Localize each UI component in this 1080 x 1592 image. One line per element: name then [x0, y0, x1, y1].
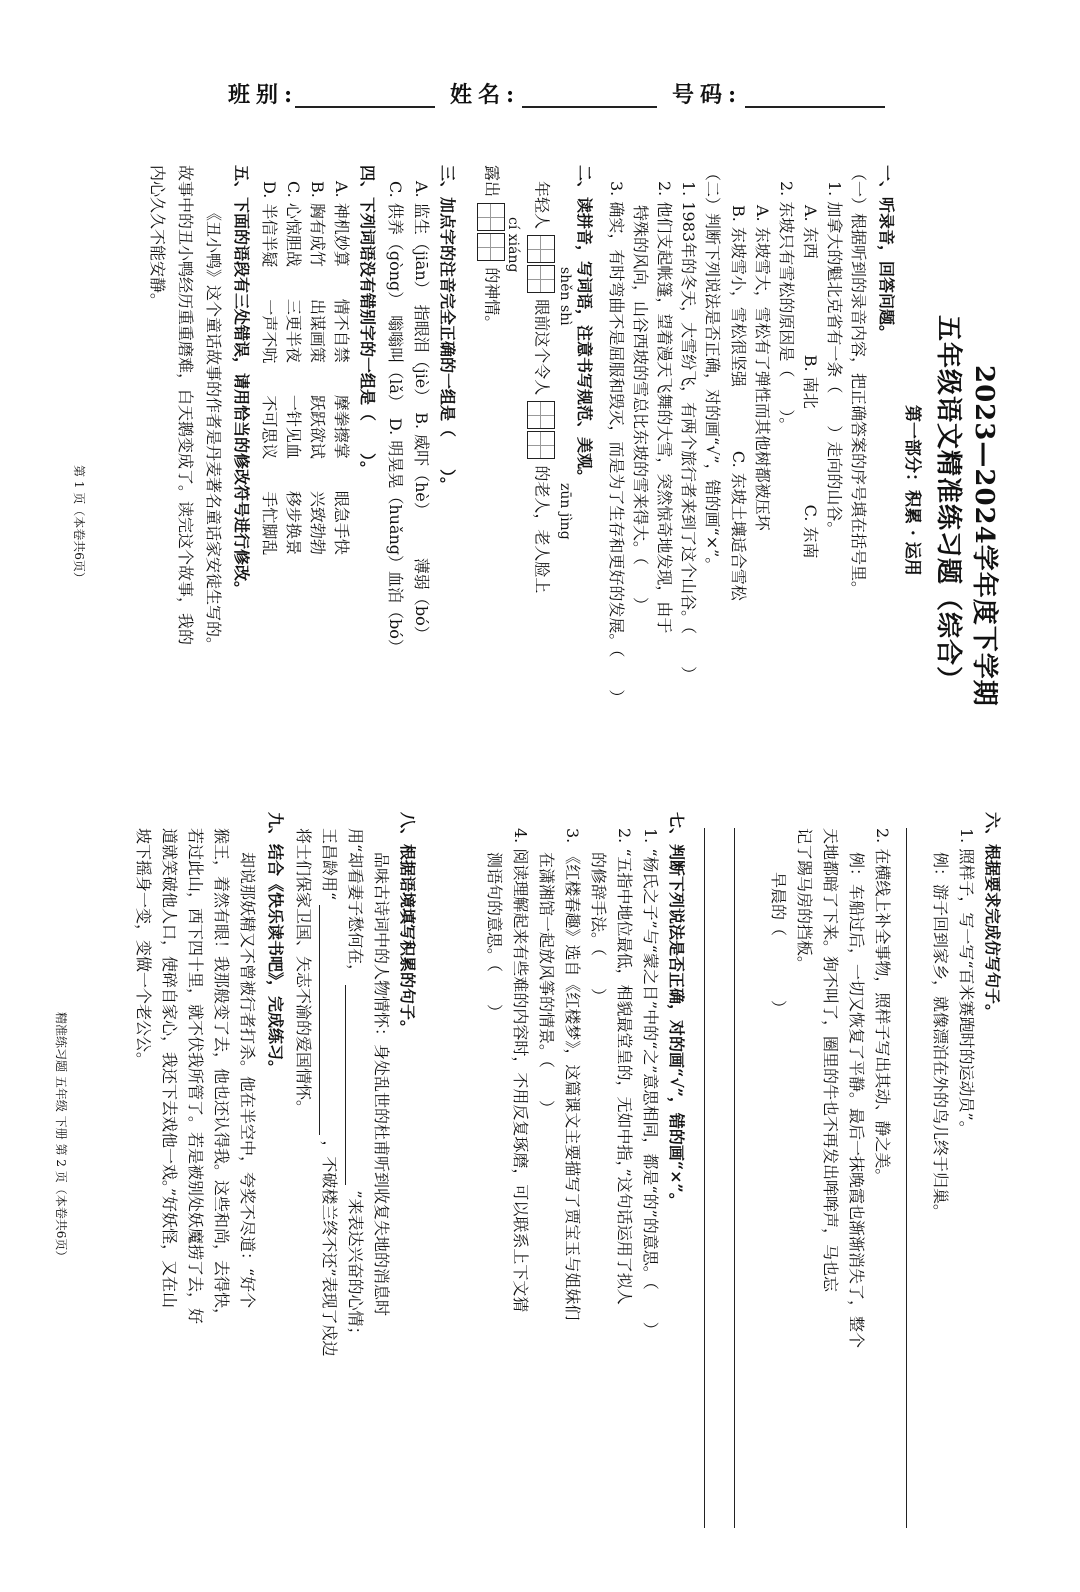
- part-heading: 第一部分：积累 · 运用: [902, 405, 922, 576]
- question-1-2-3: 3. 确实，有时弯曲不是屈服和毁灭，而是为了生存和更好的发展。（ ）: [607, 181, 626, 706]
- question-8-text-2a: 用“却看妻子愁何在，: [346, 828, 365, 981]
- question-1-part-2: （二）判断下列说法是否正确，对的画“√”，错的画“×”。: [703, 165, 722, 574]
- question-7-4: 4. 阅读理解起来有些难的内容时，不用反复琢磨，可以联系上下文猜: [511, 828, 530, 1313]
- question-4: 四、下列词语没有错别字的一组是（ ）。: [358, 165, 377, 478]
- question-9-text-1: 却说那妖精又不曾被行者打杀。他在半空中，夸奖不尽道：“好个: [238, 852, 257, 1309]
- question-2-text-5: 的神情。: [482, 267, 502, 332]
- question-4-d: D. 半信半疑 一声不吭 不可思议 手忙脚乱: [260, 181, 279, 556]
- question-6-2-blank[interactable]: 早晨的（ ）: [769, 872, 788, 1017]
- question-9: 九、结合《快乐读书吧》，完成练习。: [266, 812, 285, 1077]
- poem-blank-1[interactable]: [345, 985, 365, 1185]
- question-2-text-3: 的老人，老人脸上: [532, 465, 552, 594]
- question-8-text-3a: 王昌龄用“: [320, 828, 339, 901]
- question-3: 三、加点字的注音完全正确的一组是（ ）。: [438, 165, 457, 494]
- question-4-b: B. 胸有成竹 出谋画策 跃跃欲试 兴致勃勃: [308, 181, 327, 555]
- question-2-text-1: 年轻人: [532, 181, 552, 230]
- question-1-2-2-cont: 特殊的风向，山谷西坡的雪总比东坡的雪来得大。（ ）: [631, 205, 650, 614]
- question-5-text-2: 故事中的丑小鸭经历重重磨难，白天鹅变成了。读完这个故事，我的: [176, 165, 195, 646]
- number-label: 号码:: [672, 82, 743, 108]
- page-1-continued: [72, 165, 1080, 705]
- pinyin-2: zūn jìng: [557, 483, 573, 540]
- question-1-1-2: 2. 东坡只有雪松的原因是（ ）。: [777, 181, 796, 434]
- question-1-1-2-b: B. 东坡雪小，雪松很坚强 C. 东坡土壤适合雪松: [729, 205, 748, 601]
- class-label: 班别:: [228, 82, 299, 108]
- question-5-text-1: 《丑小鸭》这个童话故事的作者是丹麦著名童话家安徒生写的。: [204, 205, 223, 654]
- question-2-text-4: 露出: [482, 165, 502, 198]
- question-3-ab: A. 监生（jiān） 指眼泪（jiè） B. 威吓（hè） 薄弱（bó）: [412, 181, 431, 642]
- question-1-1-1-options: A. 东西 B. 南北 C. 东南: [801, 205, 820, 559]
- question-6-1: 1. 照样子，写一写“百米赛跑时的运动员”。: [957, 828, 976, 1137]
- question-8: 八、根据语境填写积累的句子。: [398, 812, 417, 1037]
- number-blank: [745, 106, 885, 108]
- question-6-2-example-2: 天地都暗了下来。狗不叫了，圈里的牛也不再发出哞哞声，马也忘: [821, 828, 840, 1293]
- name-label: 姓名:: [450, 82, 521, 108]
- question-9-text-5: 坡下摇身一变，变做一个老公公。: [134, 828, 153, 1069]
- question-1-part-1: （一）根据听到的录音内容，把正确答案的序号填在括号里。: [849, 165, 868, 598]
- question-1-2-1: 1. 1983年的冬天，大雪纷飞，有两个旅行者来到了这个山谷。（ ）: [679, 181, 698, 683]
- question-8-text-3b: ，不破楼兰终不还”表现了戍边: [320, 1140, 339, 1357]
- question-4-c: C. 心惊胆战 三更半夜 一针见血 移步换景: [284, 181, 303, 555]
- question-8-text-2b: ”来表达兴奋的心情；: [346, 1190, 365, 1343]
- class-blank: [295, 106, 435, 108]
- pinyin-3: cí xiáng: [505, 217, 521, 273]
- question-8-text-3: [319, 828, 342, 1357]
- question-7-4-cont: 测语句的意思。（ ）: [485, 852, 504, 1021]
- question-3-cd: C. 供养（gòng） 嗡嗡叫（lǎ） D. 明晃晃（huǎng）血泊（bó）: [386, 181, 405, 655]
- question-7-2-cont: 的修辞手法。（ ）: [589, 852, 608, 1005]
- page-2-continued: [54, 812, 1080, 1357]
- question-8-text-2: [345, 828, 368, 1343]
- question-6: 六、根据要求完成仿写句子。: [983, 812, 1002, 1021]
- exam-title-year: 2023—2024学年度下学期: [969, 365, 999, 707]
- question-8-text-4: 将士们保家卫国、矢志不渝的爱国情怀。: [294, 828, 313, 1117]
- question-5: 五、下面的语段有三处错误，请用恰当的修改符号进行修改。: [232, 165, 251, 598]
- page-2-footer: 精准练习题 五年级 下册 第 2 页（本卷共6页）: [54, 1012, 68, 1263]
- student-info-header: [0, 70, 1080, 120]
- pinyin-1: shěn shì: [557, 267, 573, 326]
- question-7-1: 1. “杨氏之子”与“蒙之日”中的“之”意思相同，都是“的”的意思。（ ）: [641, 828, 660, 1338]
- question-6-2-example-3: 记了踢马房的挡板。: [795, 828, 814, 973]
- question-6-1-example: 例：游子回到家乡，就像漂泊在外的鸟儿终于归巢。: [931, 852, 950, 1221]
- question-9-text-3: 若过此山，西下四十里，就不伏我所管了。若是被别处妖魔捞了去，好: [186, 828, 205, 1325]
- exam-title: 五年级语文精准练习题（综合）: [933, 315, 963, 694]
- question-6-2: 2. 在横线上补全事物，照样子写出其动、静之美。: [873, 828, 892, 1185]
- question-5-text-3: 内心久久不能安静。: [148, 165, 167, 310]
- question-1-1-1: 1. 加拿大的魁北克省有一条（ ）走向的山谷。: [825, 181, 844, 538]
- question-7-2: 2. “五指中地位最低，相貌最堂皇的，无如中指，”这句话运用了拟人: [615, 828, 634, 1305]
- question-9-text-4: 道就笑破他人口，使碎自家心，我还下去戏他一戏。”好妖怪，又在山: [160, 828, 179, 1309]
- question-7-3-cont: 在潇湘馆一起放风筝的情景。（ ）: [537, 852, 556, 1117]
- question-7-3: 3. 《红楼春趣》选自《红楼梦》，这篇课文主要描写了贾宝玉与姐妹们: [563, 828, 582, 1321]
- question-7: 七、判断下列说法是否正确，对的画“√”，错的画“×”。: [667, 812, 686, 1209]
- question-1-1-2-a: A. 东坡雪大，雪松有了弹性而其他树都被压坏: [753, 205, 772, 531]
- question-2-text-2: 眼前这个令人: [532, 299, 552, 396]
- question-1-2-2: 2. 他们支起帐篷，望着漫天飞舞的大雪，突然惊奇地发现，由于: [655, 181, 674, 634]
- question-2: 二、读拼音，写词语，注意书写规范、美观。: [575, 165, 594, 486]
- page-1-footer: 第 1 页（本卷共6页）: [72, 465, 86, 584]
- question-4-a: A. 神机妙算 情不自禁 摩拳擦掌 眼急手快: [332, 181, 351, 555]
- question-1: 一、听录音，回答问题。: [877, 165, 896, 342]
- poem-blank-2[interactable]: [319, 905, 339, 1135]
- question-6-2-example-1: 例：车船过后，一切又恢复了平静。最后一抹晚霞也渐渐消失了，整个: [847, 852, 866, 1349]
- question-8-text-1: 品味古诗词中的人物情怀：身处乱世的杜甫听到收复失地的消息时: [372, 852, 391, 1317]
- name-blank: [522, 106, 657, 108]
- question-9-text-2: 猴王，着然有眼！我那般变了去，他也还认得我。这些和尚，去得快，: [212, 828, 231, 1325]
